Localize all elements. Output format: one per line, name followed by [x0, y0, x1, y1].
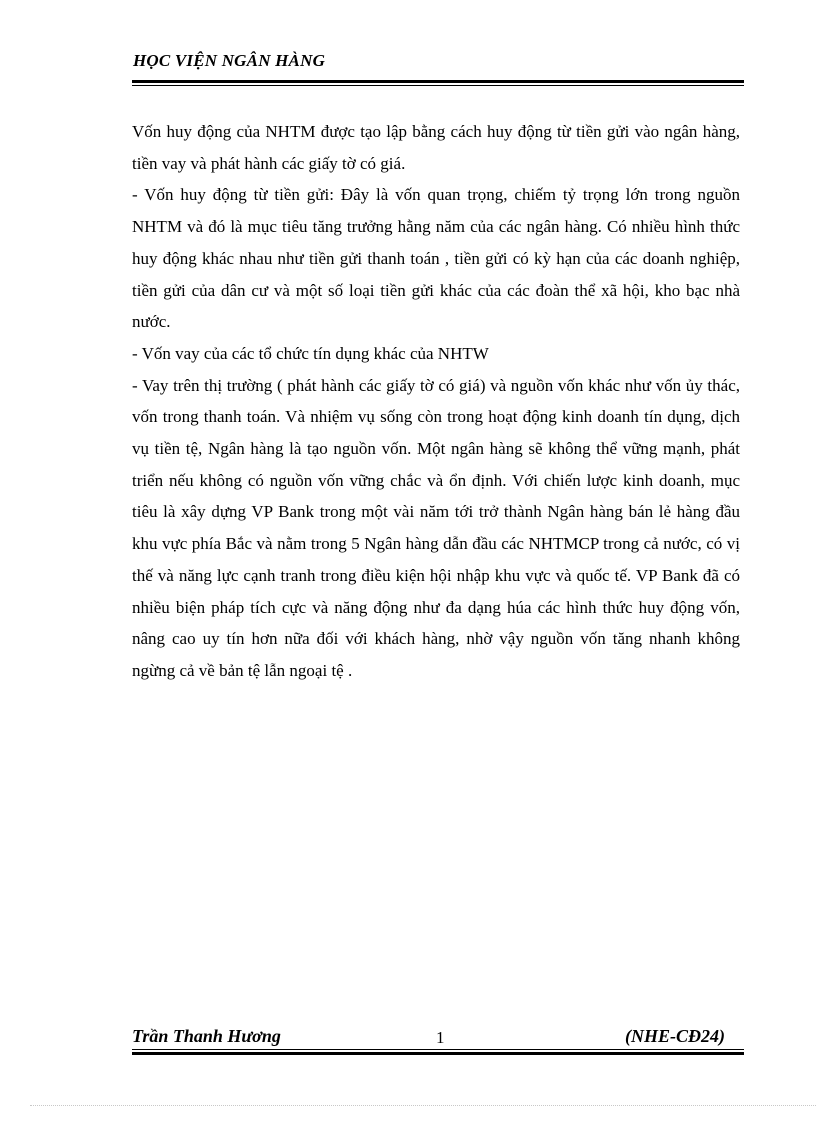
paragraph-deposits: - Vốn huy động từ tiền gửi: Đây là vốn quan trọng, chiếm tỷ trọng lớn trong nguồn NHTM và đó là mục tiêu tăng trưởng hằng năm của các ngân hàng. Có nhiều hình thức huy động khác nhau như tiền gửi thanh toán , tiền gửi có kỳ hạn của các doanh nghiệp, tiền gửi của dân cư và một số loại tiền gửi khác của các đoàn thể xã hội, kho bạc nhà nước. [132, 185, 740, 332]
paragraph-loans: - Vốn vay của các tổ chức tín dụng khác của NHTW [132, 343, 489, 363]
footer-rule-thick [132, 1052, 744, 1055]
header-rule-thick [132, 80, 744, 83]
paragraph-intro: Vốn huy động của NHTM được tạo lập bằng cách huy động từ tiền gửi vào ngân hàng, tiền vay và phát hành các giấy tờ có giá. [132, 122, 740, 173]
footer-code: (NHE-CĐ24) [625, 1026, 725, 1046]
paragraph-market: - Vay trên thị trường ( phát hành các giấy tờ có giá) và nguồn vốn khác như vốn ủy thác, vốn trong thanh toán. Và nhiệm vụ sống còn trong hoạt động kinh doanh tín dụng, dịch vụ tiền tệ, Ngân hàng là tạo nguồn vốn. Một ngân hàng sẽ không thể vững mạnh, phát triển nếu không có nguồn vốn vững chắc và ổn định. Với chiến lược kinh doanh, mục tiêu là xây dựng VP Bank trong một vài năm tới trở thành Ngân hàng bán lẻ hàng đầu khu vực phía Bắc và nằm trong 5 Ngân hàng dẫn đầu các NHTMCP trong cả nước, có vị thế và năng lực cạnh tranh trong điều kiện hội nhập khu vực và quốc tế. VP Bank đã có nhiều biện pháp tích cực và năng động như đa dạng húa các hình thức huy động vốn, nâng cao uy tín hơn nữa đối với khách hàng, nhờ vậy nguồn vốn tăng nhanh không ngừng cả về bản tệ lẫn ngoại tệ . [132, 375, 740, 680]
footer-author: Trần Thanh Hương [132, 1026, 281, 1046]
header-title: HỌC VIỆN NGÂN HÀNG [133, 51, 326, 70]
page-edge-divider [30, 1105, 816, 1106]
footer-rule-thin [132, 1049, 744, 1050]
document-body [132, 116, 740, 687]
page-number: 1 [436, 1028, 445, 1047]
header-rule-thin [132, 85, 744, 86]
